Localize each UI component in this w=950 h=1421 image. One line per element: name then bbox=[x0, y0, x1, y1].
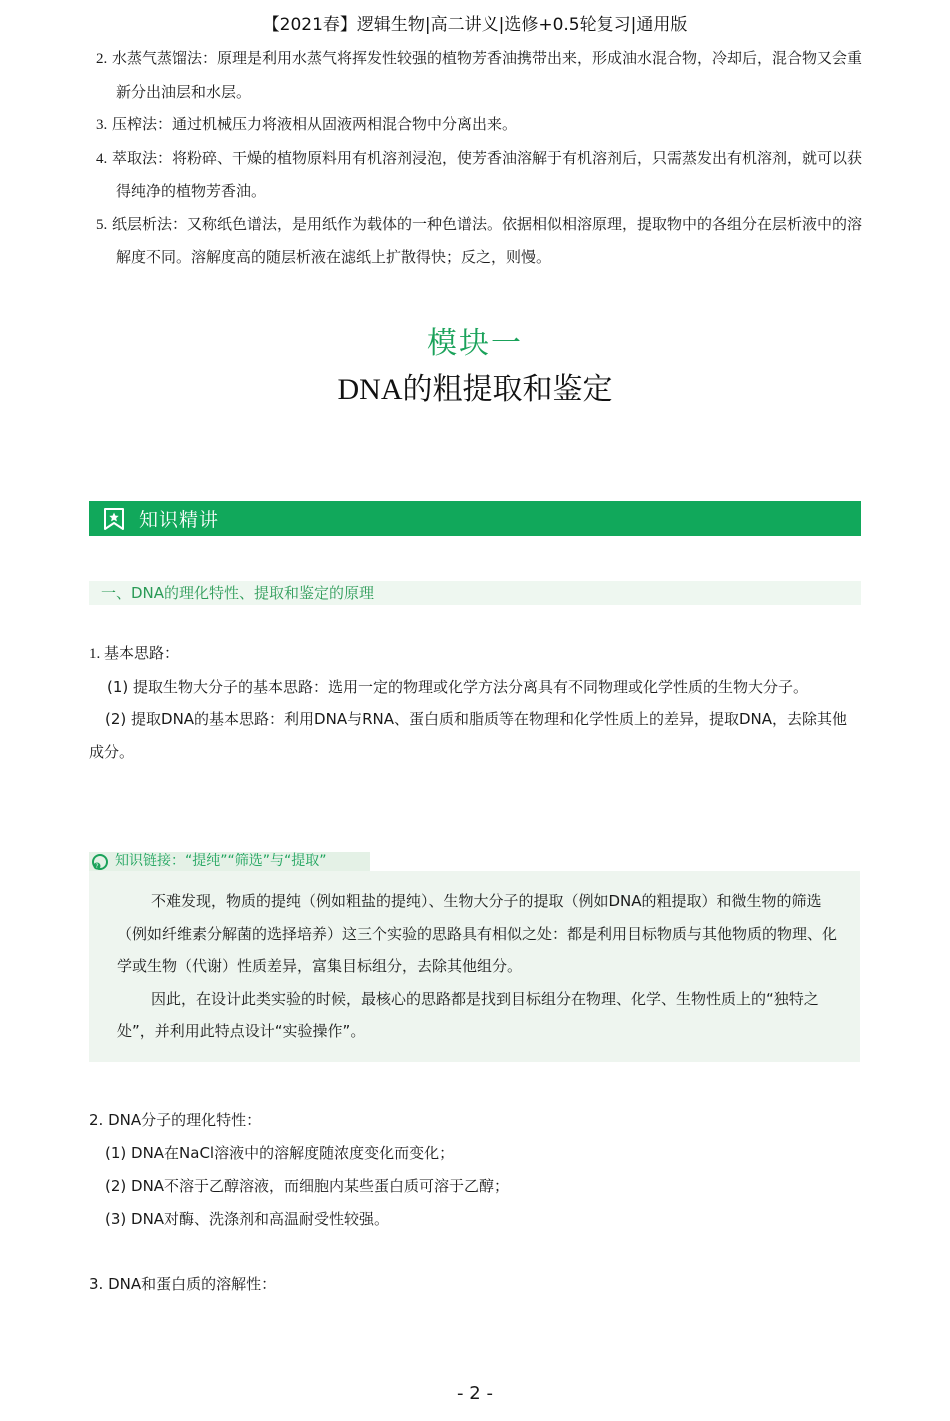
page-header: 【2021春】逻辑生物|高二讲义|选修+0.5轮复习|通用版 bbox=[262, 15, 688, 35]
list-item: (1) DNA在NaCl溶液中的溶解度随浓度变化而变化； bbox=[105, 1144, 455, 1162]
solubility-section bbox=[89, 1268, 861, 1300]
link-bulb-icon bbox=[91, 853, 109, 871]
list-item bbox=[96, 108, 866, 142]
paragraph: 因此，在设计此类实验的时候，最核心的思路都是找到目标组分在物理、化学、生物性质上的“独特之处”，并利用此特点设计“实验操作”。 bbox=[117, 989, 819, 1040]
item-number: 3. bbox=[96, 117, 108, 133]
item-number: 5. bbox=[96, 216, 108, 233]
item-text: 压榨法：通过机械压力将液相从固液两相混合物中分离出来。 bbox=[112, 115, 518, 133]
module-title: 模块一 bbox=[427, 326, 523, 361]
basic-approach bbox=[89, 638, 861, 768]
list-item: (2) DNA不溶于乙醇溶液，而细胞内某些蛋白质可溶于乙醇； bbox=[105, 1177, 510, 1195]
svg-text:?: ? bbox=[95, 862, 99, 870]
list-item bbox=[96, 142, 866, 208]
subsection-title: 3. DNA和蛋白质的溶解性： bbox=[89, 1275, 277, 1293]
list-item bbox=[96, 208, 866, 274]
subsection-title: 1. 基本思路： bbox=[89, 646, 180, 662]
section-heading bbox=[89, 581, 861, 605]
item-number: 2. bbox=[96, 51, 108, 67]
item-text: 水蒸气蒸馏法：原理是利用水蒸气将挥发性较强的植物芳香油携带出来，形成油水混合物，冷却后，混合物又会重新分出油层和水层。 bbox=[112, 49, 863, 101]
paragraph: 不难发现，物质的提纯（例如粗盐的提纯）、生物大分子的提取（例如DNA的粗提取）和微生物的筛选（例如纤维素分解菌的选择培养）这三个实验的思路具有相似之处：都是利用目标物质与其他物质的物理、化学或生物（代谢）性质差异，富集目标组分，去除其他组分。 bbox=[117, 892, 838, 975]
tip-label-text: 知识链接：“提纯”“筛选”与“提取” bbox=[115, 853, 327, 869]
list-item bbox=[96, 42, 866, 108]
tip-box bbox=[89, 871, 860, 1062]
section-heading-text: 一、DNA的理化特性、提取和鉴定的原理 bbox=[101, 584, 375, 602]
item-text: 纸层析法：又称纸色谱法，是用纸作为载体的一种色谱法。依据相似相溶原理，提取物中的各组分在层析液中的溶解度不同。溶解度高的随层析液在滤纸上扩散得快；反之，则慢。 bbox=[112, 214, 863, 266]
banner-label: 知识精讲 bbox=[139, 509, 220, 531]
intro-list bbox=[96, 42, 866, 274]
paragraph: (1) 提取生物大分子的基本思路：选用一定的物理或化学方法分离具有不同物理或化学性质的生物大分子。 bbox=[107, 677, 809, 696]
subsection-title: 2. DNA分子的理化特性： bbox=[89, 1111, 262, 1129]
item-text: 萃取法：将粉碎、干燥的植物原料用有机溶剂浸泡，使芳香油溶解于有机溶剂后，只需蒸发出有机溶剂，就可以获得纯净的植物芳香油。 bbox=[112, 148, 863, 200]
bookmark-star-icon bbox=[103, 507, 125, 531]
tip-label bbox=[89, 852, 370, 871]
dna-properties bbox=[89, 1104, 861, 1236]
item-number: 4. bbox=[96, 150, 108, 167]
page-number: - 2 - bbox=[457, 1383, 493, 1404]
section-banner bbox=[89, 501, 861, 536]
list-item: (3) DNA对酶、洗涤剂和高温耐受性较强。 bbox=[105, 1210, 390, 1228]
module-subtitle: DNA的粗提取和鉴定 bbox=[337, 373, 613, 406]
paragraph: (2) 提取DNA的基本思路：利用DNA与RNA、蛋白质和脂质等在物理和化学性质上的差异，提取DNA，去除其他成分。 bbox=[89, 710, 848, 761]
